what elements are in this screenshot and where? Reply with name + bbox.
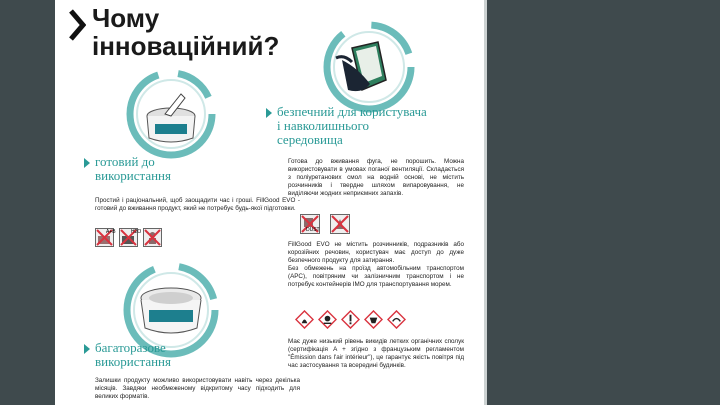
section-arrow-icon	[84, 344, 90, 354]
section-text-safe-4: Має дуже низький рівень викидів летких органічних сполук (сертифікація A + згідно з французьким регламентом "Émission dans l'air intérieur"), це гарантує якість повітря під час застосування та всередині будинків.	[288, 338, 464, 369]
document-page	[55, 0, 484, 405]
trowel-illustration	[322, 20, 416, 114]
section-title-line: багаторазове	[95, 340, 166, 355]
section-text-safe-1: Готова до вживання фуга, не порошить. Можна використовувати в умовах поганої вентиляції. Складається з поліуретанових смол на водній основі, не містить розчинників і твердне шляхом випаровування, не виділяючи жодних неприємних запахів.	[288, 158, 464, 197]
page-title	[92, 4, 279, 60]
section-text-reusable: Залишки продукту можливо використовувати навіть через декілька місяців. Завдяки необмеженому відкритому часу підходить для великих форматів.	[95, 377, 300, 400]
section-title-line: безпечний для користувача	[277, 104, 427, 119]
section-title-ready	[95, 155, 171, 183]
flammable-hazard-icon	[295, 310, 314, 329]
section-title-line: готовий до	[95, 154, 155, 169]
section-title-reusable	[95, 341, 171, 369]
section-text-safe-3: Без обмежень на проїзд автомобільним транспортом (АРС), повітряним чи залізничним транспортом і не потребує контейнерів IMO для транспортування морем.	[288, 265, 464, 288]
page-edge	[484, 0, 487, 405]
health-hazard-icon	[341, 310, 360, 329]
environment-hazard-icon	[387, 310, 406, 329]
section-title-line: використання	[95, 168, 171, 183]
icon-label: A+B	[106, 229, 116, 235]
section-arrow-icon	[84, 158, 90, 168]
product-bucket-illustration	[125, 68, 217, 160]
section-title-line: середовища	[277, 132, 343, 147]
section-text-safe-2: FillGood EVO не містить розчинників, подразників або корозійних речовин, користувач має доступ до дуже безпечного продукту для затирання.	[288, 241, 464, 264]
title-line-1: Чому	[92, 3, 160, 33]
no-person-prohibited-icon	[143, 228, 162, 247]
chemical-prohibited-icon	[330, 214, 350, 234]
section-title-safe	[277, 105, 427, 147]
icon-label: H2O	[131, 229, 142, 235]
icon-label: DUST	[306, 227, 320, 233]
title-line-2: інноваційний?	[92, 31, 280, 61]
section-text-ready: Простий і раціональний, щоб заощадити час і гроші. FillGood EVO - готовий до вживання продукт, який не потребує будь-якої підготовки.	[95, 197, 300, 212]
corrosive-hazard-icon	[364, 310, 383, 329]
chevron-right-icon	[68, 8, 86, 42]
section-arrow-icon	[266, 108, 272, 118]
section-title-line: і навколишнього	[277, 118, 370, 133]
section-title-line: використання	[95, 354, 171, 369]
toxic-hazard-icon	[318, 310, 337, 329]
